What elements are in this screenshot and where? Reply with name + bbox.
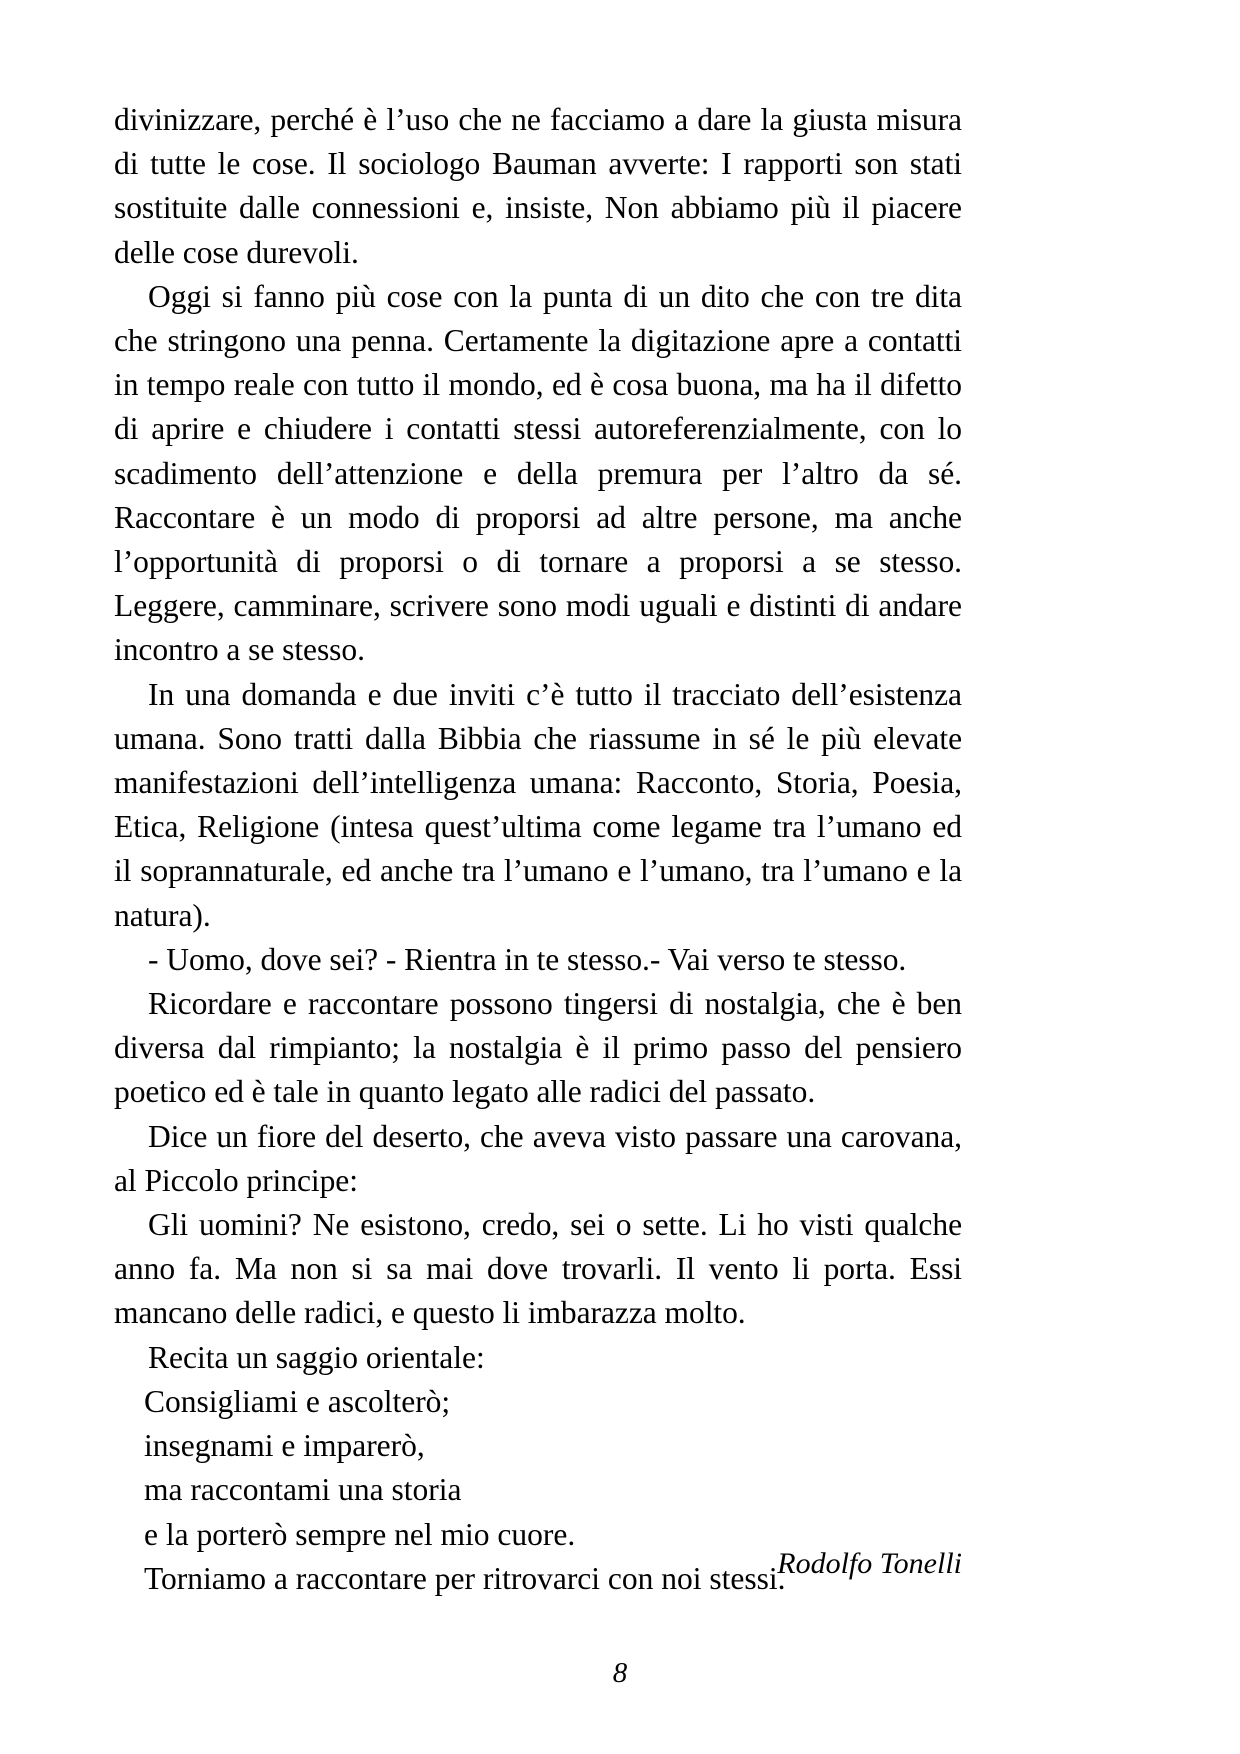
verse-line-1: Recita un saggio orientale: [148,1339,485,1375]
paragraph-2: Oggi si fanno più cose con la punta di un dito che con tre dita che stringono una penna. Certamente la digitazione apre a contatti in tempo reale con tutto il mondo, ed è cosa buona, ma ha il difetto di aprire e chiudere i contatti stessi autoreferenzialmente, con lo scadimento dell’attenzione e della premura per l’altro da sé. Raccontare è un modo di proporsi ad altre persone, ma anche l’opportunità di proporsi o di tornare a proporsi a se stesso. Leggere, camminare, scrivere sono modi uguali e distinti di andare incontro a se stesso. [114,278,962,668]
paragraph-4-question-and-invitations: - Uomo, dove sei? - Rientra in te stesso.- Vai verso te stesso. [148,941,907,977]
author-signature: Rodolfo Tonelli [777,1547,962,1580]
paragraph-5: Ricordare e raccontare possono tingersi di nostalgia, che è ben diversa dal rimpianto; la nostalgia è il primo passo del pensiero poetico ed è tale in quanto legato alle radici del passato. [114,986,962,1110]
verse-line-5: e la porterò sempre nel mio cuore. [144,1516,576,1552]
paragraph-3: In una domanda e due inviti c’è tutto il tracciato dell’esistenza umana. Sono tratti dalla Bibbia che riassume in sé le più elevate manifestazioni dell’intelligenza umana: Racconto, Storia, Poesia, Etica, Religione (intesa quest’ultima come legame tra l’umano ed il soprannaturale, ed anche tra l’umano e l’umano, tra l’umano e la natura). [114,676,962,933]
paragraph-1: divinizzare, perché è l’uso che ne facciamo a dare la giusta misura di tutte le cose. Il sociologo Bauman avverte: I rapporti son stati sostituite dalle connessioni e, insiste, Non abbiamo più il piacere delle cose durevoli. [114,102,962,270]
page-number: 8 [612,1657,628,1689]
verse-line-4: ma raccontami una storia [144,1472,462,1508]
paragraph-6: Dice un fiore del deserto, che aveva visto passare una carovana, al Piccolo principe: [114,1118,962,1198]
paragraph-7: Gli uomini? Ne esistono, credo, sei o sette. Li ho visti qualche anno fa. Ma non si sa mai dove trovarli. Il vento li porta. Essi mancano delle radici, e questo li imbarazza molto. [114,1207,962,1331]
verse-line-3: insegnami e imparerò, [144,1428,425,1464]
page-text-block [114,98,962,1601]
verse-line-6-closing: Torniamo a raccontare per ritrovarci con noi stessi. [144,1560,786,1596]
verse-line-2: Consigliami e ascolterò; [144,1383,451,1419]
